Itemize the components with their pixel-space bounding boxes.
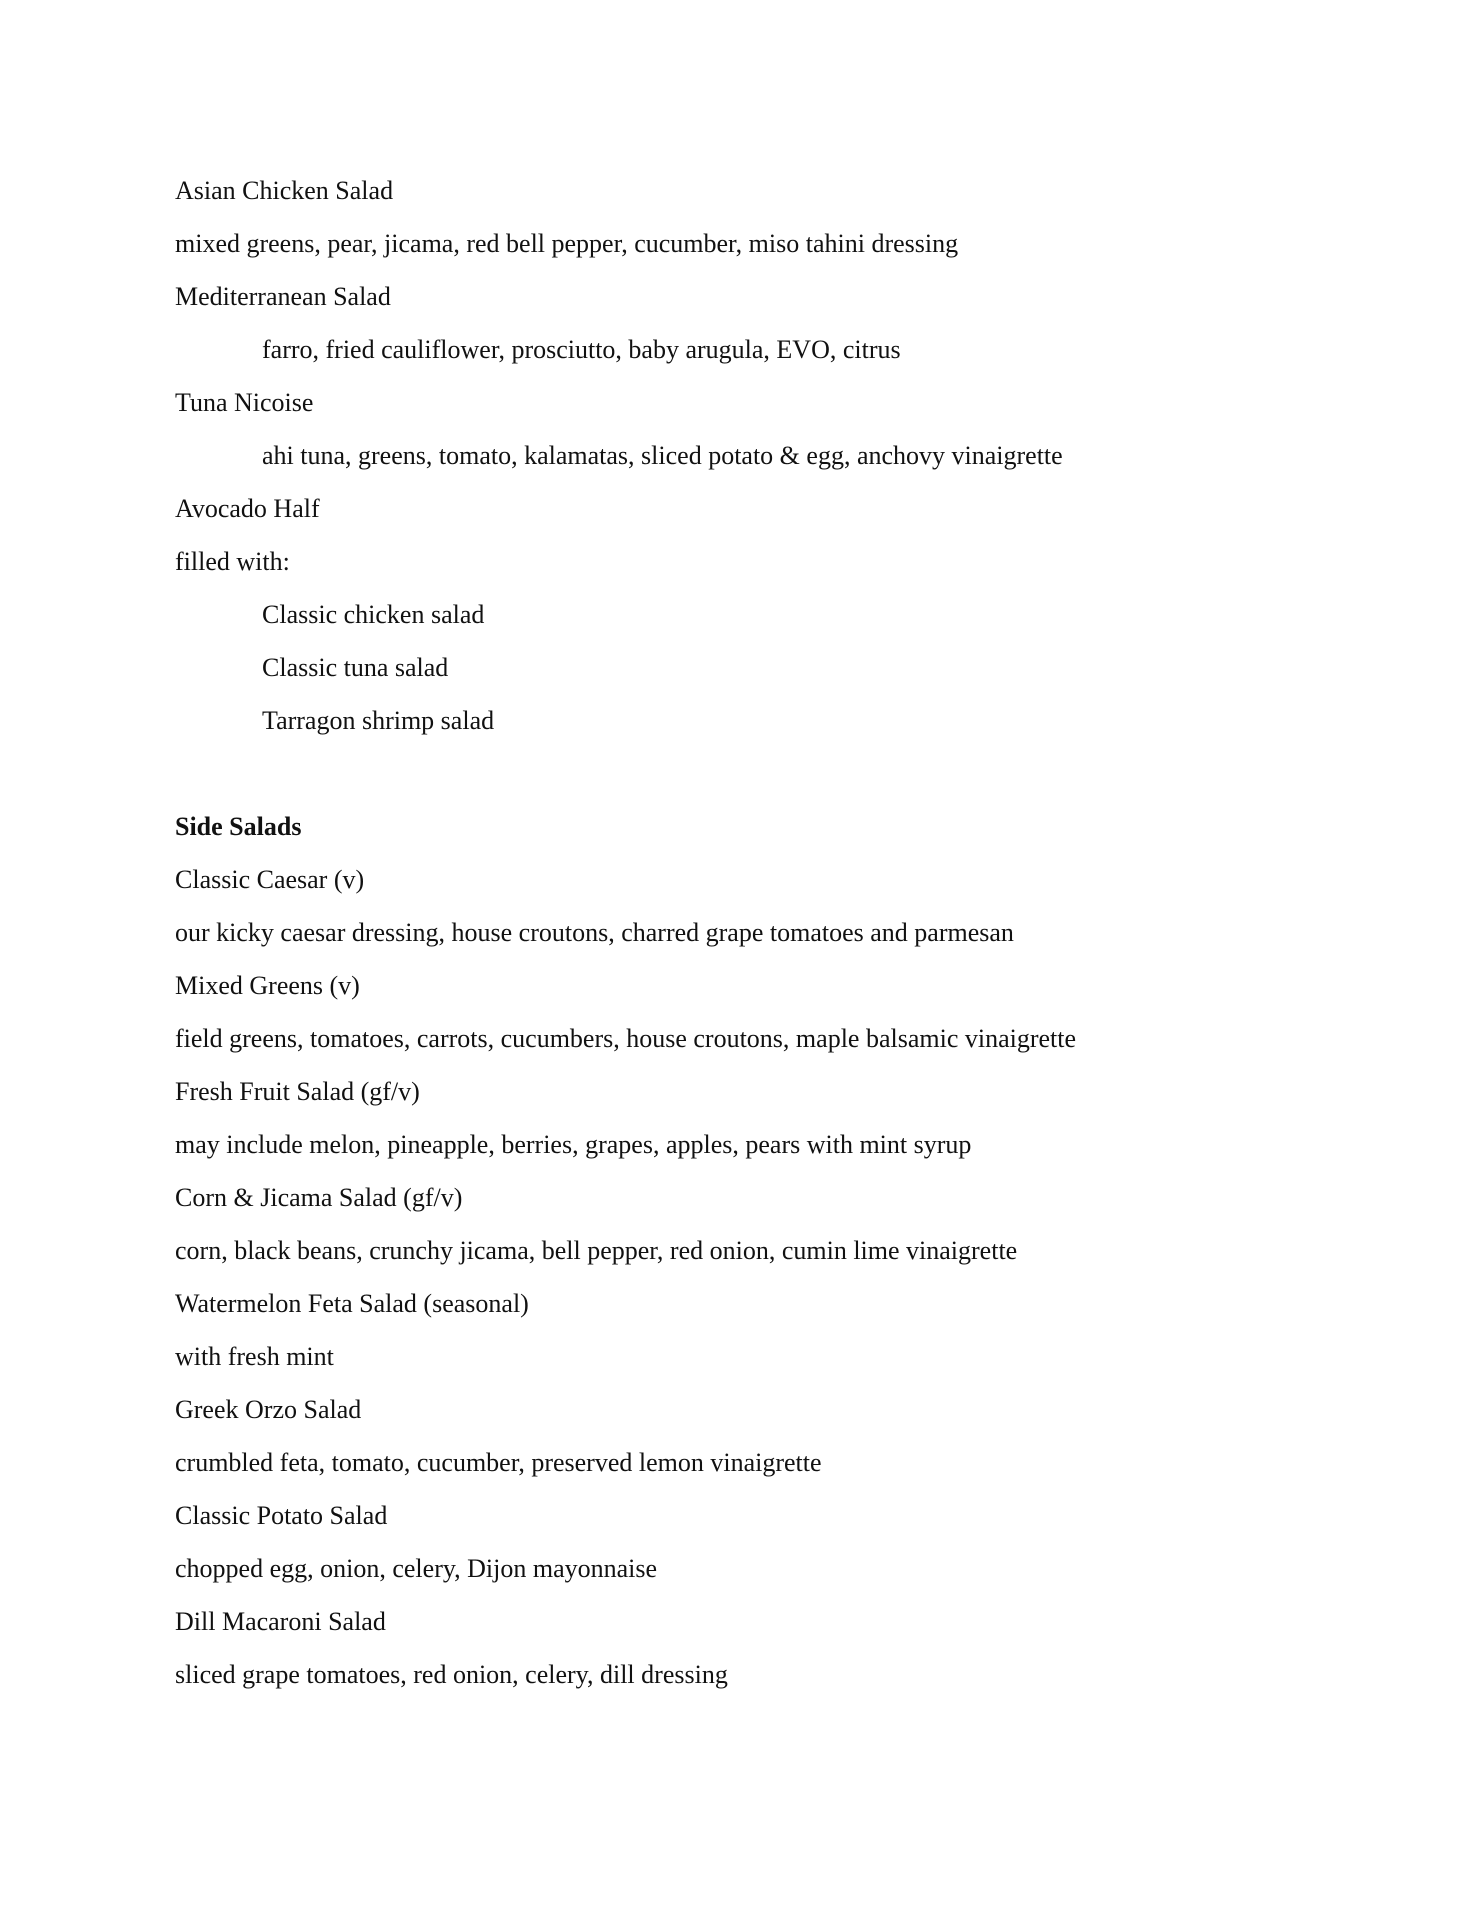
side-item-desc: sliced grape tomatoes, red onion, celery, dill dressing — [175, 1660, 728, 1689]
side-item-title: Corn & Jicama Salad (gf/v) — [175, 1183, 463, 1212]
item-desc-mediterranean: farro, fried cauliflower, prosciutto, baby arugula, EVO, citrus — [262, 335, 901, 364]
side-item-desc: crumbled feta, tomato, cucumber, preserved lemon vinaigrette — [175, 1448, 822, 1477]
avocado-filled-with-label: filled with: — [175, 547, 290, 576]
side-item-title: Watermelon Feta Salad (seasonal) — [175, 1289, 529, 1318]
avocado-option: Classic tuna salad — [262, 653, 449, 682]
item-desc-asian-chicken: mixed greens, pear, jicama, red bell pepper, cucumber, miso tahini dressing — [175, 229, 959, 258]
side-item-title: Greek Orzo Salad — [175, 1395, 362, 1424]
side-item-title: Dill Macaroni Salad — [175, 1607, 386, 1636]
item-title-tuna-nicoise: Tuna Nicoise — [175, 388, 314, 417]
side-item-desc: may include melon, pineapple, berries, grapes, apples, pears with mint syrup — [175, 1130, 972, 1159]
avocado-option: Tarragon shrimp salad — [262, 706, 495, 735]
side-item-title: Classic Caesar (v) — [175, 865, 365, 894]
side-item-desc: corn, black beans, crunchy jicama, bell pepper, red onion, cumin lime vinaigrette — [175, 1236, 1018, 1265]
side-item-desc: chopped egg, onion, celery, Dijon mayonnaise — [175, 1554, 658, 1583]
section-heading-side-salads: Side Salads — [175, 812, 302, 841]
side-item-title: Classic Potato Salad — [175, 1501, 388, 1530]
item-title-avocado-half: Avocado Half — [175, 494, 320, 523]
item-desc-tuna-nicoise: ahi tuna, greens, tomato, kalamatas, sliced potato & egg, anchovy vinaigrette — [262, 441, 1063, 470]
item-title-mediterranean: Mediterranean Salad — [175, 282, 391, 311]
item-title-asian-chicken: Asian Chicken Salad — [175, 176, 394, 205]
side-item-desc: our kicky caesar dressing, house croutons, charred grape tomatoes and parmesan — [175, 918, 1014, 947]
side-item-desc: field greens, tomatoes, carrots, cucumbers, house croutons, maple balsamic vinaigrette — [175, 1024, 1077, 1053]
side-item-desc: with fresh mint — [175, 1342, 334, 1371]
side-item-title: Mixed Greens (v) — [175, 971, 360, 1000]
avocado-option: Classic chicken salad — [262, 600, 485, 629]
side-item-title: Fresh Fruit Salad (gf/v) — [175, 1077, 420, 1106]
